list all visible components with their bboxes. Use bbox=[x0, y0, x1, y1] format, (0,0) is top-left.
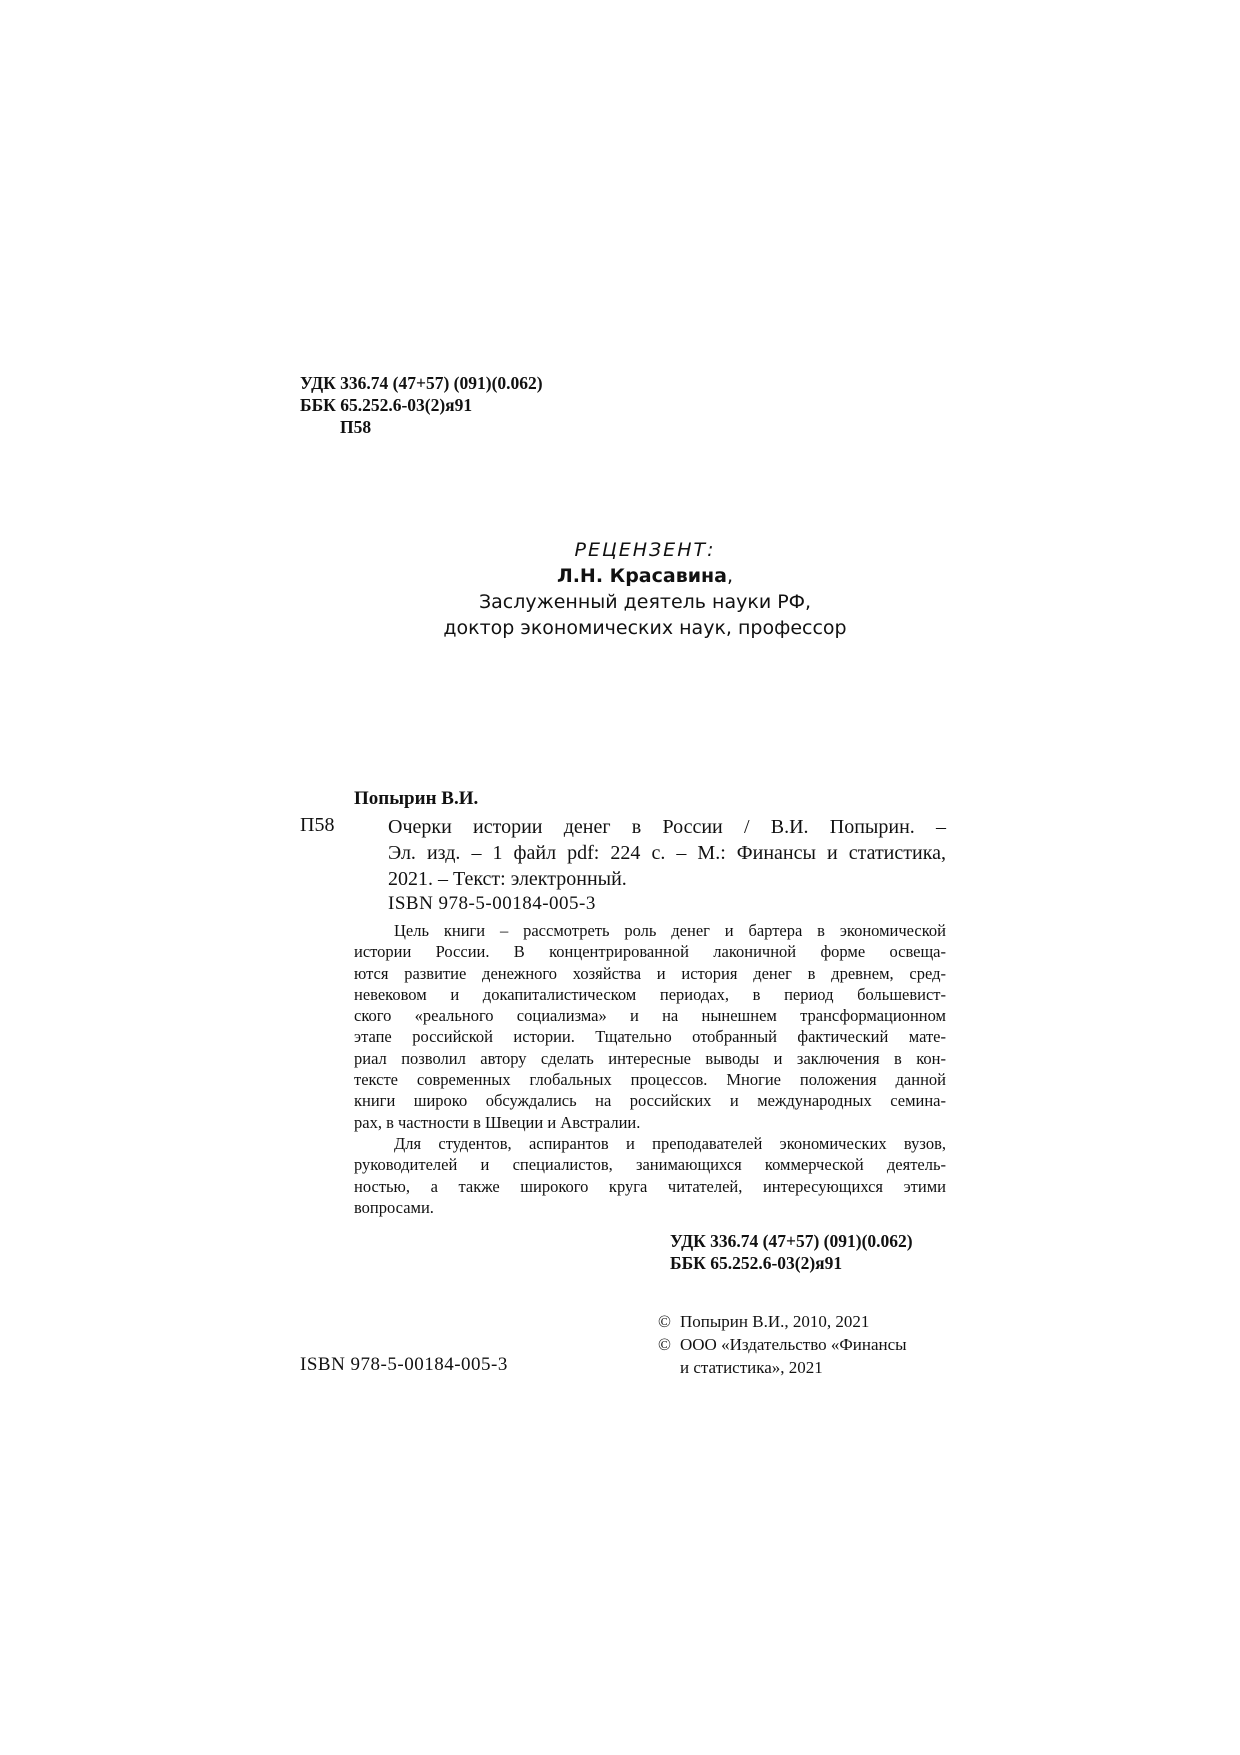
abstract-line: Цель книги – рассмотреть роль денег и бартера в экономической bbox=[394, 921, 946, 940]
copyright-icon: © bbox=[658, 1335, 671, 1354]
copyright-author bbox=[658, 1310, 907, 1333]
record-isbn: ISBN 978-5-00184-005-3 bbox=[388, 893, 596, 914]
abstract-line: вопросами. bbox=[354, 1197, 434, 1217]
copyright-publisher-text: ООО «Издательство «Финансы bbox=[680, 1335, 907, 1354]
author-sign-code: П58 bbox=[340, 417, 372, 437]
copyright-icon: © bbox=[658, 1312, 671, 1331]
bbk-code: ББК 65.252.6-03(2)я91 bbox=[300, 395, 473, 415]
abstract-line: этапе российской истории. Тщательно отобранный фактический мате- bbox=[354, 1027, 946, 1047]
isbn-bottom: ISBN 978-5-00184-005-3 bbox=[300, 1354, 508, 1375]
abstract-line: невековом и докапиталистическом периодах, в период большевист- bbox=[354, 984, 946, 1004]
record-author: Попырин В.И. bbox=[354, 788, 479, 809]
copyright-block bbox=[658, 1310, 907, 1379]
classification-block-bottom bbox=[670, 1230, 913, 1274]
reviewer-name-suffix: , bbox=[727, 565, 734, 587]
bib-line: 2021. – Текст: электронный. bbox=[388, 868, 627, 890]
copyright-publisher-cont: и статистика», 2021 bbox=[680, 1358, 823, 1377]
abstract-line: ского «реального социализма» и на нынешнем трансформационном bbox=[354, 1006, 946, 1026]
bib-line: Очерки истории денег в России / В.И. Попырин. – bbox=[388, 816, 946, 838]
abstract-line: ются развитие денежного хозяйства и история денег в древнем, сред- bbox=[354, 963, 946, 983]
udk-code: УДК 336.74 (47+57) (091)(0.062) bbox=[300, 373, 543, 393]
abstract-line: Для студентов, аспирантов и преподавателей экономических вузов, bbox=[394, 1133, 946, 1153]
abstract-line: тексте современных глобальных процессов. Многие положения данной bbox=[354, 1070, 946, 1090]
classification-block-top bbox=[300, 372, 543, 438]
abstract-line: книги широко обсуждались на российских и международных семина- bbox=[354, 1091, 946, 1111]
abstract-line: руководителей и специалистов, занимающихся коммерческой деятель- bbox=[354, 1155, 946, 1175]
reviewer-name-line bbox=[50, 563, 1240, 589]
abstract-paragraph-1 bbox=[354, 920, 946, 1133]
reviewer-heading: РЕЦЕНЗЕНТ: bbox=[574, 539, 716, 561]
copyright-publisher bbox=[658, 1333, 907, 1356]
bibliographic-description bbox=[388, 814, 946, 892]
abstract-line: риал позволил автору сделать интересные выводы и заключения в кон- bbox=[354, 1048, 946, 1068]
bib-line: Эл. изд. – 1 файл pdf: 224 с. – М.: Финансы и статистика, bbox=[388, 842, 946, 864]
record-code: П58 bbox=[300, 814, 335, 836]
reviewer-name: Л.Н. Красавина bbox=[556, 565, 727, 587]
reviewer-block bbox=[0, 537, 1240, 641]
udk-code-bottom: УДК 336.74 (47+57) (091)(0.062) bbox=[670, 1231, 913, 1251]
abstract-line: рах, в частности в Швеции и Австралии. bbox=[354, 1112, 641, 1132]
abstract-line: ностью, а также широкого круга читателей, интересующихся этими bbox=[354, 1176, 946, 1196]
abstract-paragraph-2 bbox=[354, 1133, 946, 1218]
reviewer-title-1: Заслуженный деятель науки РФ, bbox=[478, 591, 812, 613]
bbk-code-bottom: ББК 65.252.6-03(2)я91 bbox=[670, 1253, 843, 1273]
abstract bbox=[354, 920, 946, 1218]
abstract-line: истории России. В концентрированной лаконичной форме освеща- bbox=[354, 942, 946, 962]
reviewer-title-2: доктор экономических наук, профессор bbox=[443, 617, 847, 639]
copyright-author-text: Попырин В.И., 2010, 2021 bbox=[680, 1312, 870, 1331]
